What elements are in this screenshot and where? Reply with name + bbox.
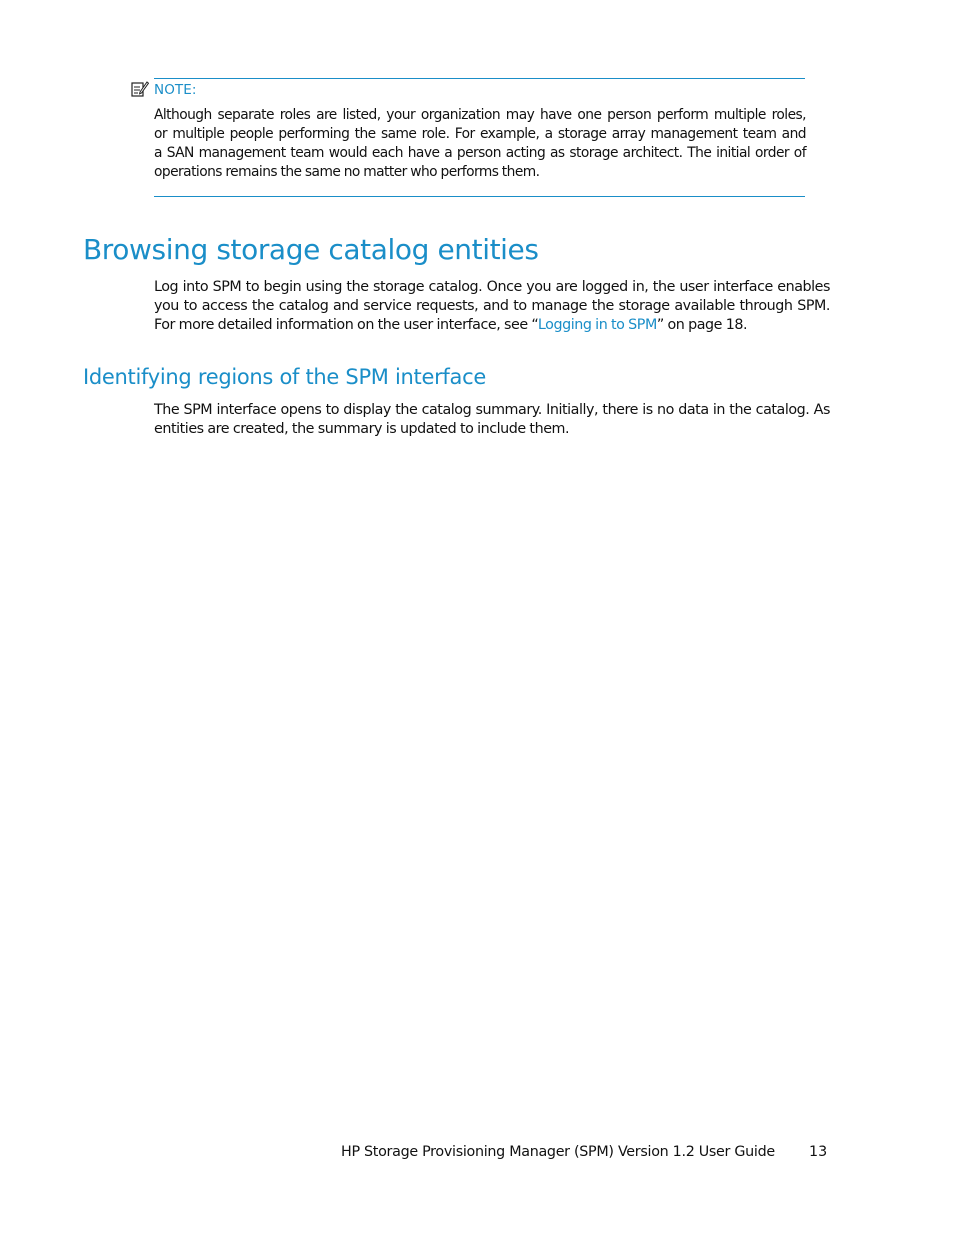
subsection-heading: Identifying regions of the SPM interface xyxy=(83,365,486,389)
footer-title: HP Storage Provisioning Manager (SPM) Version 1.2 User Guide xyxy=(341,1144,775,1160)
logging-in-link[interactable]: Logging in to SPM xyxy=(537,317,657,333)
note-line: Although separate roles are listed, your organization may have one person perform multiple roles, xyxy=(154,107,806,123)
note-line: a SAN management team would each have a person acting as storage architect. The initial order of xyxy=(154,145,806,161)
paragraph-text: For more detailed information on the user interface, see “ xyxy=(154,317,538,333)
note-label: NOTE: xyxy=(154,82,197,98)
section-heading: Browsing storage catalog entities xyxy=(83,233,539,266)
paragraph-line: you to access the catalog and service requests, and to manage the storage available through SPM. xyxy=(154,298,830,314)
paragraph-line: Log into SPM to begin using the storage catalog. Once you are logged in, the user interface enables xyxy=(154,279,830,295)
note-line: operations remains the same no matter who performs them. xyxy=(154,164,540,180)
paragraph-line: The SPM interface opens to display the catalog summary. Initially, there is no data in the catalog. As xyxy=(154,402,830,418)
note-line: or multiple people performing the same role. For example, a storage array management team and xyxy=(154,126,806,142)
page-number: 13 xyxy=(809,1144,828,1160)
section-paragraph xyxy=(154,278,830,335)
note-body xyxy=(154,106,806,182)
paragraph-line: entities are created, the summary is updated to include them. xyxy=(154,421,570,437)
paragraph-line xyxy=(154,316,830,335)
note-top-rule xyxy=(154,78,805,79)
paragraph-text: ” on page 18. xyxy=(656,317,748,333)
note-bottom-rule xyxy=(154,196,805,197)
note-icon xyxy=(131,81,149,97)
subsection-paragraph xyxy=(154,401,830,439)
